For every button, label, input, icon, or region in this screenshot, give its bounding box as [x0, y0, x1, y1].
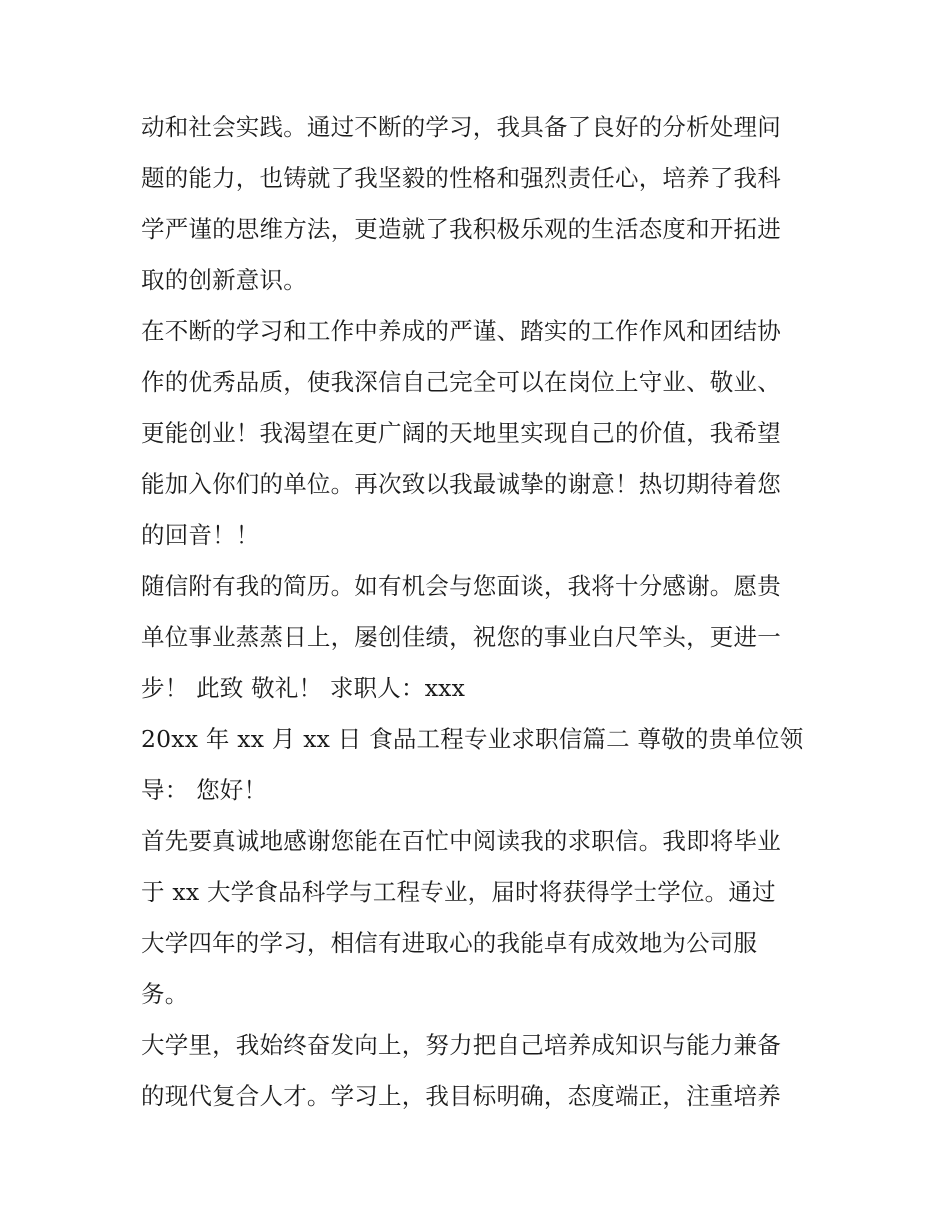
text-line: 于 xx 大学食品科学与工程专业，届时将获得学士学位。通过 — [141, 878, 776, 906]
text-line: 务。 — [141, 980, 189, 1008]
text-line: 的现代复合人才。学习上，我目标明确，态度端正，注重培养 — [141, 1082, 781, 1110]
text-line: 首先要真诚地感谢您能在百忙中阅读我的求职信。我即将毕业 — [141, 827, 781, 855]
text-line: 更能创业！我渴望在更广阔的天地里实现自己的价值，我希望 — [141, 419, 781, 447]
text-line: 的回音！！ — [141, 521, 260, 549]
text-line: 能加入你们的单位。再次致以我最诚挚的谢意！热切期待着您 — [141, 470, 781, 498]
text-line: 题的能力，也铸就了我坚毅的性格和强烈责任心，培养了我科 — [141, 164, 781, 192]
text-line: 大学里，我始终奋发向上，努力把自己培养成知识与能力兼备 — [141, 1031, 781, 1059]
text-line: 导： 您好！ — [141, 776, 268, 804]
text-line: 作的优秀品质，使我深信自己完全可以在岗位上守业、敬业、 — [141, 368, 781, 396]
text-line: 随信附有我的简历。如有机会与您面谈，我将十分感谢。愿贵 — [141, 572, 781, 600]
text-line: 步！ 此致 敬礼！ 求职人：xxx — [141, 674, 466, 702]
text-line: 取的创新意识。 — [141, 266, 307, 294]
text-line: 大学四年的学习，相信有进取心的我能卓有成效地为公司服 — [141, 929, 758, 957]
letter-body — [141, 102, 821, 1122]
text-line: 20xx 年 xx 月 xx 日 食品工程专业求职信篇二 尊敬的贵单位领 — [141, 725, 804, 753]
text-line: 学严谨的思维方法，更造就了我积极乐观的生活态度和开拓进 — [141, 215, 781, 243]
text-line: 单位事业蒸蒸日上，屡创佳绩，祝您的事业白尺竿头，更进一 — [141, 623, 781, 651]
text-line: 在不断的学习和工作中养成的严谨、踏实的工作作风和团结协 — [141, 317, 781, 345]
text-line: 动和社会实践。通过不断的学习，我具备了良好的分析处理问 — [141, 113, 781, 141]
